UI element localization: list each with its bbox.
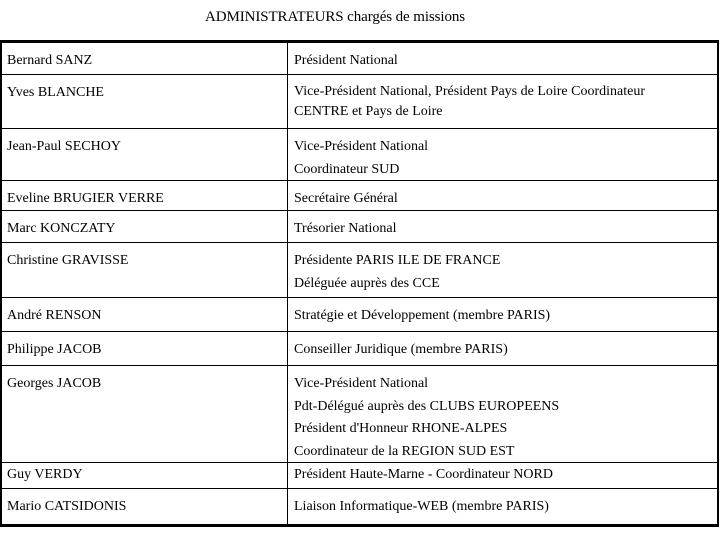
role-line: Coordinateur de la REGION SUD EST	[294, 443, 515, 459]
table-row	[2, 463, 717, 489]
table-row	[2, 129, 717, 181]
administrators-table	[0, 40, 719, 527]
page-title: ADMINISTRATEURS chargés de missions	[205, 9, 465, 25]
name-cell: Eveline BRUGIER VERRE	[2, 181, 288, 210]
table-row	[2, 243, 717, 298]
role-line: Président Haute-Marne - Coordinateur NORD	[294, 467, 553, 482]
role-line: Vice-Président National, Président Pays de Loire Coordinateur	[294, 84, 646, 99]
role-line: Coordinateur SUD	[294, 161, 400, 177]
name-cell: Bernard SANZ	[2, 43, 288, 74]
role-cell	[288, 463, 717, 488]
role-cell	[288, 75, 717, 128]
role-cell	[288, 43, 717, 74]
role-line: Vice-Président National	[294, 376, 429, 391]
role-line: Président d'Honneur RHONE-ALPES	[294, 421, 508, 436]
role-line: Président National	[294, 53, 398, 68]
role-line: Déléguée auprès des CCE	[294, 275, 440, 291]
role-cell	[288, 489, 717, 524]
table-row	[2, 332, 717, 366]
role-line: Présidente PARIS ILE DE FRANCE	[294, 253, 501, 268]
role-line: Secrétaire Général	[294, 191, 398, 206]
name-cell: Christine GRAVISSE	[2, 243, 288, 297]
table-row	[2, 43, 717, 75]
role-cell	[288, 129, 717, 180]
role-line: CENTRE et Pays de Loire	[294, 104, 443, 119]
table-row	[2, 298, 717, 332]
table-row	[2, 181, 717, 211]
role-line: Vice-Président National	[294, 139, 429, 154]
table-row	[2, 489, 717, 524]
name-cell: Marc KONCZATY	[2, 211, 288, 242]
table-row	[2, 211, 717, 243]
name-cell: Philippe JACOB	[2, 332, 288, 365]
role-cell	[288, 366, 717, 462]
name-cell: André RENSON	[2, 298, 288, 331]
role-cell	[288, 211, 717, 242]
name-cell: Yves BLANCHE	[2, 75, 288, 128]
name-cell: Guy VERDY	[2, 463, 288, 488]
table-row	[2, 366, 717, 463]
role-line: Stratégie et Développement (membre PARIS)	[294, 308, 551, 323]
role-cell	[288, 181, 717, 210]
table-row	[2, 75, 717, 129]
role-line: Conseiller Juridique (membre PARIS)	[294, 342, 508, 357]
name-cell: Mario CATSIDONIS	[2, 489, 288, 524]
name-cell: Georges JACOB	[2, 366, 288, 462]
role-cell	[288, 243, 717, 297]
role-line: Liaison Informatique-WEB (membre PARIS)	[294, 499, 549, 514]
role-line: Trésorier National	[294, 221, 397, 236]
role-cell	[288, 332, 717, 365]
role-cell	[288, 298, 717, 331]
name-cell: Jean-Paul SECHOY	[2, 129, 288, 180]
role-line: Pdt-Délégué auprès des CLUBS EUROPEENS	[294, 398, 560, 414]
